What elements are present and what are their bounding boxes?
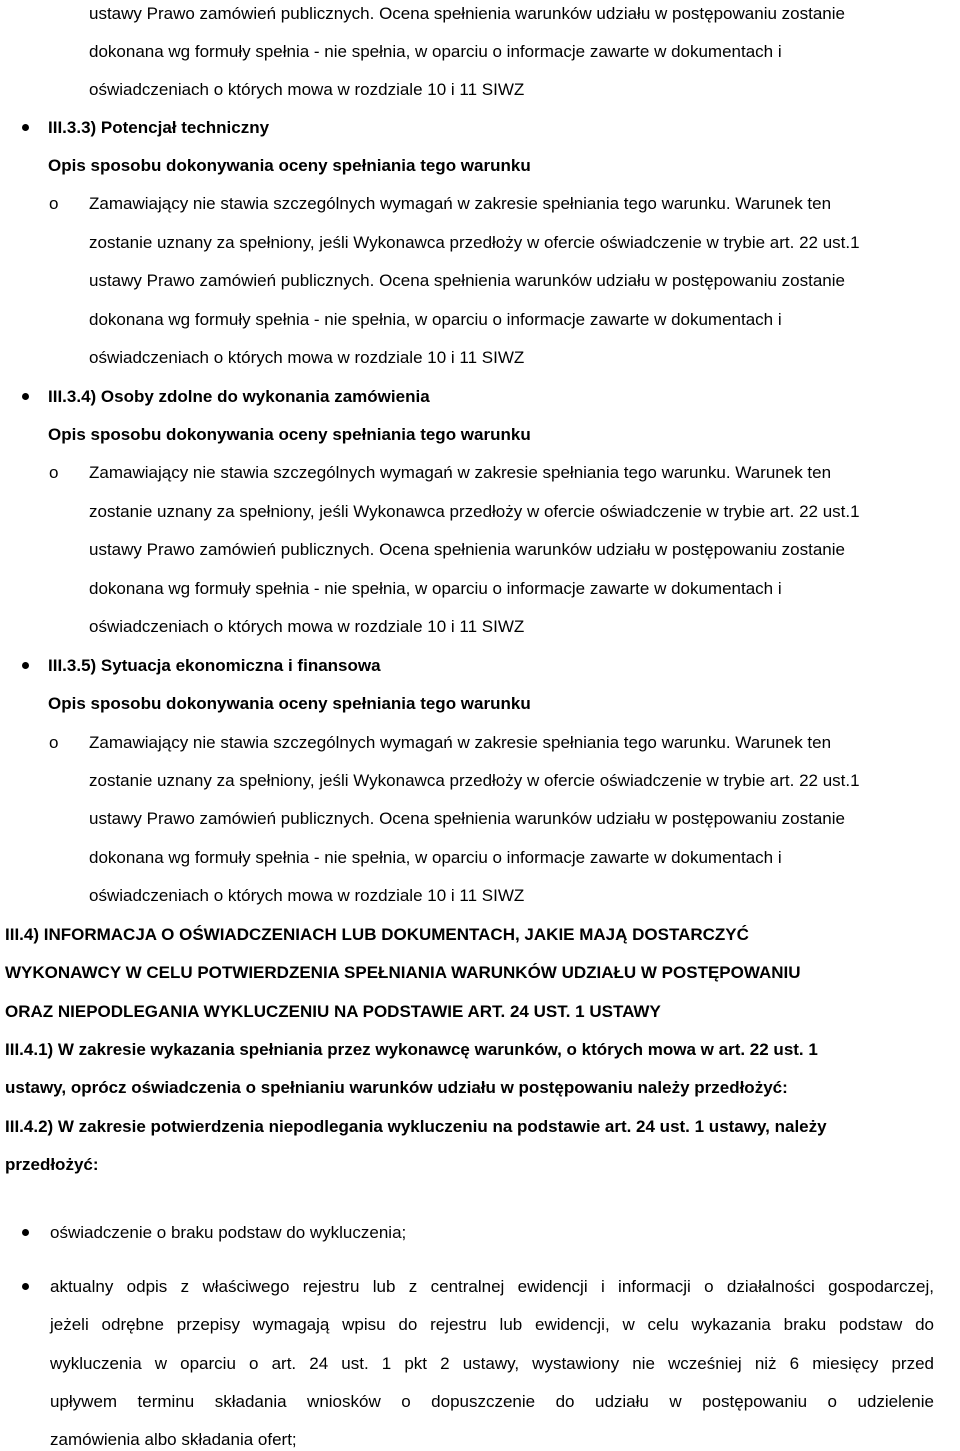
subsection-heading: przedłożyć: [5,1155,99,1174]
bullet-icon [22,1229,29,1236]
circle-bullet-icon: o [49,733,59,752]
subsection-heading: III.4.2) W zakresie potwierdzenia niepodlegania wykluczeniu na podstawie art. 24 ust. 1 ustawy, należy [5,1117,827,1136]
text-line: dokonana wg formuły spełnia - nie spełnia, w oparciu o informacje zawarte w dokumentach i [89,310,782,329]
text-line: zostanie uznany za spełniony, jeśli Wykonawca przedłoży w ofercie oświadczenie w trybie art. 22 ust.1 [89,502,860,521]
bullet-icon [22,124,29,131]
subsection-heading: III.4.1) W zakresie wykazania spełniania przez wykonawcę warunków, o których mowa w art. 22 ust. 1 [5,1040,818,1059]
text-line: Zamawiający nie stawia szczególnych wymagań w zakresie spełniania tego warunku. Warunek ten [89,733,832,752]
text-line: oświadczeniach o których mowa w rozdziale 10 i 11 SIWZ [89,886,525,905]
text-line: zostanie uznany za spełniony, jeśli Wykonawca przedłoży w ofercie oświadczenie w trybie art. 22 ust.1 [89,233,860,252]
list-item-line: aktualny odpis z właściwego rejestru lub z centralnej ewidencji i informacji o działalności gospodarczej, [50,1277,934,1296]
circle-bullet-icon: o [49,463,59,482]
subsection-heading: ustawy, oprócz oświadczenia o spełnianiu warunków udziału w postępowaniu należy przedłożyć: [5,1078,788,1097]
text-line: oświadczeniach o których mowa w rozdziale 10 i 11 SIWZ [89,617,525,636]
text-line: ustawy Prawo zamówień publicznych. Ocena spełnienia warunków udziału w postępowaniu zostanie [89,540,845,559]
circle-bullet-icon: o [49,194,59,213]
text-line: oświadczeniach o których mowa w rozdziale 10 i 11 SIWZ [89,80,525,99]
list-item-line: upływem terminu składania wniosków o dopuszczenie do udziału w postępowaniu o udzielenie [50,1392,934,1411]
text-line: dokonana wg formuły spełnia - nie spełnia, w oparciu o informacje zawarte w dokumentach i [89,42,782,61]
bullet-icon [22,1283,29,1290]
heading-prefix: III.3. [48,387,82,406]
list-item-line: wykluczenia w oparciu o art. 24 ust. 1 pkt 2 ustawy, wystawiony nie wcześniej niż 6 miesięcy przed [50,1354,934,1373]
subheading: Opis sposobu dokonywania oceny spełniania tego warunku [48,694,531,713]
bullet-icon [22,393,29,400]
section-4-heading: WYKONAWCY W CELU POTWIERDZENIA SPEŁNIANIA WARUNKÓW UDZIAŁU W POSTĘPOWANIU [5,963,801,982]
text-line: oświadczeniach o których mowa w rozdziale 10 i 11 SIWZ [89,348,525,367]
heading-prefix: III.3. [48,118,82,137]
subheading: Opis sposobu dokonywania oceny spełniania tego warunku [48,425,531,444]
text-line: zostanie uznany za spełniony, jeśli Wykonawca przedłoży w ofercie oświadczenie w trybie art. 22 ust.1 [89,771,860,790]
list-item-line: zamówienia albo składania ofert; [50,1430,297,1449]
text-line: dokonana wg formuły spełnia - nie spełnia, w oparciu o informacje zawarte w dokumentach i [89,848,782,867]
section-heading [48,656,381,676]
text-line: ustawy Prawo zamówień publicznych. Ocena spełnienia warunków udziału w postępowaniu zostanie [89,809,845,828]
heading-title: 3) Potencjał techniczny [81,118,270,137]
heading-title: 5) Sytuacja ekonomiczna i finansowa [81,656,381,675]
bullet-icon [22,662,29,669]
section-4-heading: III.4) INFORMACJA O OŚWIADCZENIACH LUB DOKUMENTACH, JAKIE MAJĄ DOSTARCZYĆ [5,925,749,944]
text-line: Zamawiający nie stawia szczególnych wymagań w zakresie spełniania tego warunku. Warunek ten [89,463,832,482]
text-line: dokonana wg formuły spełnia - nie spełnia, w oparciu o informacje zawarte w dokumentach i [89,579,782,598]
text-line: Zamawiający nie stawia szczególnych wymagań w zakresie spełniania tego warunku. Warunek ten [89,194,832,213]
heading-title: 4) Osoby zdolne do wykonania zamówienia [81,387,430,406]
section-4-heading: ORAZ NIEPODLEGANIA WYKLUCZENIU NA PODSTAWIE ART. 24 UST. 1 USTAWY [5,1002,661,1021]
list-item: oświadczenie o braku podstaw do wykluczenia; [50,1223,407,1242]
text-line: ustawy Prawo zamówień publicznych. Ocena spełnienia warunków udziału w postępowaniu zostanie [89,271,845,290]
heading-prefix: III.3. [48,656,82,675]
list-item-line: jeżeli odrębne przepisy wymagają wpisu do rejestru lub ewidencji, w celu wykazania braku podstaw do [50,1315,934,1334]
subheading: Opis sposobu dokonywania oceny spełniania tego warunku [48,156,531,175]
section-heading [48,118,269,138]
section-heading [48,387,430,407]
text-line: ustawy Prawo zamówień publicznych. Ocena spełnienia warunków udziału w postępowaniu zostanie [89,4,845,23]
